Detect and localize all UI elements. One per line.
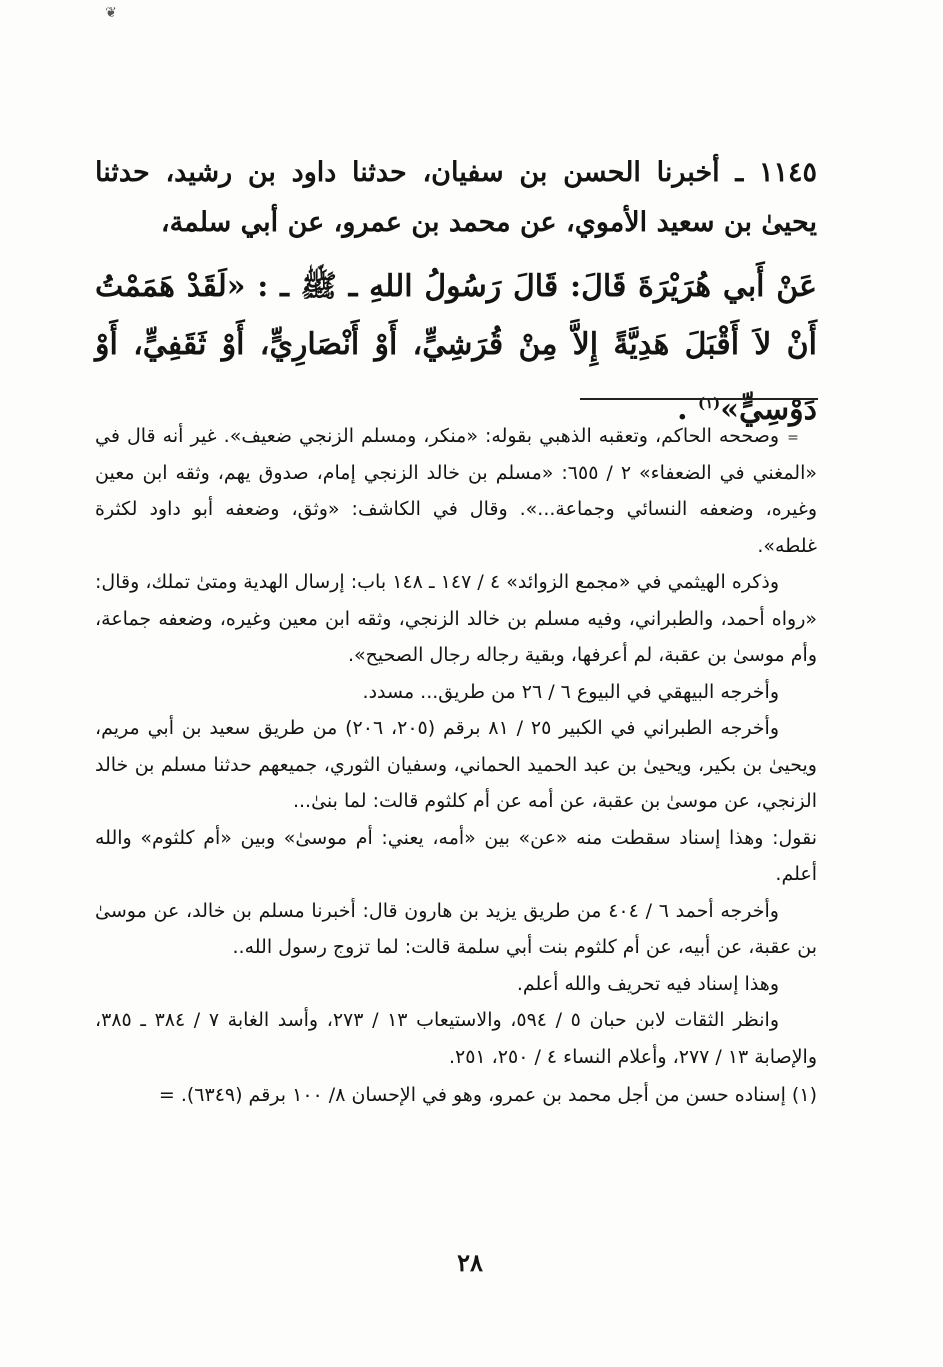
note-paragraph: وصححه الحاكم، وتعقبه الذهبي بقوله: «منكر، ومسلم الزنجي ضعيف». غير أنه قال في «المغني في الضعفاء» ٢ / ٦٥٥: «مسلم بن خالد الزنجي إمام، صدوق يهم، وثقه ابن معين وغيره، وضعفه النسائي وجماعة...». وقال في الكاشف: «وثق، وضعفه أبو داود لكثرة غلطه». [95, 425, 818, 557]
note-paragraph: وأخرجه أحمد ٦ / ٤٠٤ من طريق يزيد بن هارون قال: أخبرنا مسلم بن خالد، عن موسىٰ بن عقبة، عن أبيه، عن أم كلثوم بنت أبي سلمة قالت: لما تزوج رسول الله.. [95, 899, 817, 958]
note-paragraph: وأخرجه البيهقي في البيوع ٦ / ٢٦ من طريق... مسدد. [362, 680, 779, 703]
footnote-separator [580, 398, 818, 400]
note-paragraph: وذكره الهيثمي في «مجمع الزوائد» ٤ / ١٤٧ ـ ١٤٨ باب: إرسال الهدية ومتىٰ تملك، وقال: «رواه أحمد، والطبراني، وفيه مسلم بن خالد الزنجي، وثقه ابن معين وغيره، وضعفه جماعة، وأم موسىٰ بن عقبة، لم أعرفها، وبقية رجاله رجال الصحيح». [95, 571, 817, 666]
hadith-matn: عَنْ أَبي هُرَيْرَةَ قَالَ: قَالَ رَسُولُ اللهِ ـ ﷺ ـ : «لَقَدْ هَمَمْتُ أَنْ لاَ أَقْبَلَ هَدِيَّةً إِلاَّ مِنْ قُرَشِيٍّ، أَوْ أَنْصَارِيٍّ، أَوْ ثَقَفِيٍّ، أَوْ دَوْسِيٍّ» [95, 269, 817, 427]
note-paragraph: وهذا إسناد فيه تحريف والله أعلم. [516, 972, 779, 995]
hadith-end: . [677, 392, 698, 427]
footnote-ref: (١) [697, 394, 721, 412]
note-paragraph: وانظر الثقات لابن حبان ٥ / ٥٩٤، والاستيعاب ١٣ / ٢٧٣، وأسد الغابة ٧ / ٣٨٤ ـ ٣٨٥، والإصابة ١٣ / ٢٧٧، وأعلام النساء ٤ / ٢٥٠، ٢٥١. [95, 1009, 817, 1068]
page-number: ٢٨ [457, 1248, 483, 1277]
hadith-block [95, 148, 817, 439]
page-ornament: ❦ [105, 5, 117, 21]
note-paragraph: نقول: وهذا إسناد سقطت منه «عن» بين «أمه، يعني: أم موسىٰ» وبين «أم كلثوم» والله أعلم. [95, 826, 817, 885]
hadith-matn-paragraph [95, 258, 817, 439]
continuation-mark-top: = [787, 430, 799, 446]
note-paragraph: وأخرجه الطبراني في الكبير ٢٥ / ٨١ برقم (٢٠٥، ٢٠٦) من طريق سعيد بن أبي مريم، ويحيىٰ بن بكير، ويحيىٰ بن عبد الحميد الحماني، وسفيان الثوري، جميعهم حدثنا مسلم بن خالد الزنجي، عن موسىٰ بن عقبة، عن أمه عن أم كلثوم قالت: لما بنىٰ... [95, 717, 817, 812]
footnote-1: (١) إسناده حسن من أجل محمد بن عمرو، وهو في الإحسان ٨/ ١٠٠ برقم (٦٣٤٩). = [158, 1084, 817, 1106]
hadith-isnad: ١١٤٥ ـ أخبرنا الحسن بن سفيان، حدثنا داود بن رشيد، حدثنا يحيىٰ بن سعيد الأموي، عن محمد بن عمرو، عن أبي سلمة، [95, 157, 817, 238]
footnotes-section [95, 418, 817, 1114]
